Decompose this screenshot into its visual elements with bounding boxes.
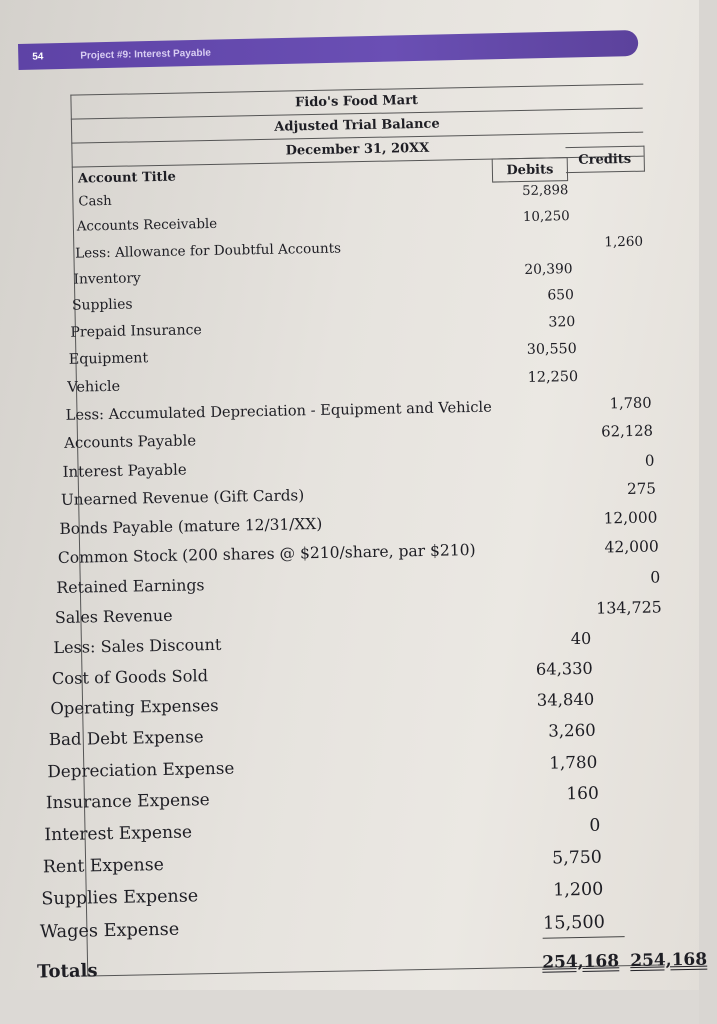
debit-total: 254,168 bbox=[542, 951, 620, 973]
account-name: Operating Expenses bbox=[50, 696, 219, 719]
table-row bbox=[49, 724, 204, 753]
account-name: Supplies bbox=[71, 296, 133, 314]
table-row bbox=[62, 456, 187, 484]
table-row bbox=[46, 787, 210, 816]
table-row bbox=[73, 265, 141, 292]
debit-amount: 5,750 bbox=[552, 847, 602, 869]
debit-amount: 12,250 bbox=[527, 368, 579, 386]
credit-amount: 42,000 bbox=[604, 537, 660, 557]
table-row bbox=[44, 819, 192, 848]
credit-amount: 1,780 bbox=[609, 394, 652, 413]
company-name: Fido's Food Mart bbox=[70, 84, 642, 120]
account-name: Interest Expense bbox=[44, 821, 193, 845]
account-name: Supplies Expense bbox=[41, 886, 199, 910]
table-row bbox=[56, 572, 205, 601]
credit-amount: 134,725 bbox=[595, 596, 662, 618]
account-name: Cost of Goods Sold bbox=[51, 665, 209, 688]
account-name: Rent Expense bbox=[42, 854, 165, 878]
credit-amount: 0 bbox=[644, 451, 655, 470]
table-row bbox=[55, 602, 173, 630]
debit-amount: 15,500 bbox=[542, 912, 606, 934]
credits-header: Credits bbox=[565, 146, 644, 174]
debit-amount: 650 bbox=[547, 287, 575, 304]
table-row bbox=[50, 693, 219, 722]
account-name: Common Stock (200 shares @ $210/share, par $210) bbox=[57, 541, 476, 568]
credit-amount: 275 bbox=[626, 479, 657, 499]
account-name: Interest Payable bbox=[62, 459, 187, 481]
debit-amount: 40 bbox=[570, 628, 592, 648]
account-name: Equipment bbox=[68, 350, 149, 368]
account-name: Inventory bbox=[73, 270, 141, 288]
table-row bbox=[70, 317, 202, 346]
table-row bbox=[64, 427, 196, 456]
credit-amount: 12,000 bbox=[603, 508, 658, 528]
account-name: Bad Debt Expense bbox=[48, 727, 204, 750]
credit-amount: 0 bbox=[650, 567, 661, 587]
account-name: Less: Accumulated Depreciation - Equipment and Vehicle bbox=[65, 398, 492, 424]
account-name: Accounts Receivable bbox=[76, 216, 218, 235]
account-name: Wages Expense bbox=[39, 919, 180, 943]
account-name: Bonds Payable (mature 12/31/XX) bbox=[59, 514, 323, 538]
table-row bbox=[43, 852, 164, 880]
debits-header: Debits bbox=[492, 157, 568, 182]
table-row bbox=[61, 482, 305, 513]
account-name: Vehicle bbox=[67, 378, 121, 396]
debit-amount: 0 bbox=[589, 815, 601, 836]
page-bottom-edge bbox=[0, 990, 699, 1024]
table-row bbox=[75, 235, 341, 266]
debit-amount: 64,330 bbox=[535, 658, 593, 679]
table-row bbox=[59, 511, 322, 542]
account-name: Less: Sales Discount bbox=[53, 634, 222, 658]
account-name: Prepaid Insurance bbox=[70, 322, 202, 341]
table-row bbox=[41, 884, 198, 913]
debit-amount: 34,840 bbox=[536, 689, 595, 710]
table-row bbox=[77, 211, 218, 240]
page-number: 54 bbox=[32, 50, 44, 63]
totals-row bbox=[37, 957, 98, 984]
account-name: Cash bbox=[78, 193, 112, 210]
trial-balance-sheet bbox=[0, 63, 717, 996]
account-name: Retained Earnings bbox=[56, 575, 205, 598]
report-title: Adjusted Trial Balance bbox=[71, 108, 643, 144]
debit-amount: 160 bbox=[566, 783, 599, 804]
debit-amount: 1,780 bbox=[549, 751, 598, 773]
account-name: Unearned Revenue (Gift Cards) bbox=[60, 486, 305, 509]
table-row bbox=[67, 373, 120, 400]
debit-amount: 52,898 bbox=[522, 183, 569, 199]
totals-label: Totals bbox=[36, 959, 98, 983]
credit-amount: 1,260 bbox=[604, 233, 644, 250]
credit-amount: 62,128 bbox=[601, 422, 654, 441]
project-title: Project #9: Interest Payable bbox=[80, 47, 211, 62]
account-name: Sales Revenue bbox=[54, 605, 173, 628]
account-name: Less: Allowance for Doubtful Accounts bbox=[75, 239, 342, 262]
table-row bbox=[47, 755, 234, 785]
debit-amount: 3,260 bbox=[548, 720, 596, 741]
debit-amount: 30,550 bbox=[526, 341, 577, 359]
account-title-header: Account Title bbox=[77, 169, 176, 187]
credit-total: 254,168 bbox=[630, 949, 708, 972]
account-name: Insurance Expense bbox=[45, 789, 210, 813]
debit-amount: 20,390 bbox=[524, 260, 573, 278]
table-row bbox=[40, 917, 180, 946]
debit-amount: 320 bbox=[548, 314, 576, 331]
debit-amount: 1,200 bbox=[552, 879, 604, 901]
table-row bbox=[78, 188, 112, 215]
table-row bbox=[53, 631, 221, 660]
table-row bbox=[69, 345, 149, 373]
report-date: December 31, 20XX bbox=[71, 132, 643, 168]
account-name: Accounts Payable bbox=[63, 431, 197, 452]
table-row bbox=[72, 292, 133, 319]
table-row bbox=[52, 662, 209, 691]
account-name: Depreciation Expense bbox=[47, 757, 235, 782]
debit-amount: 10,250 bbox=[522, 208, 570, 225]
